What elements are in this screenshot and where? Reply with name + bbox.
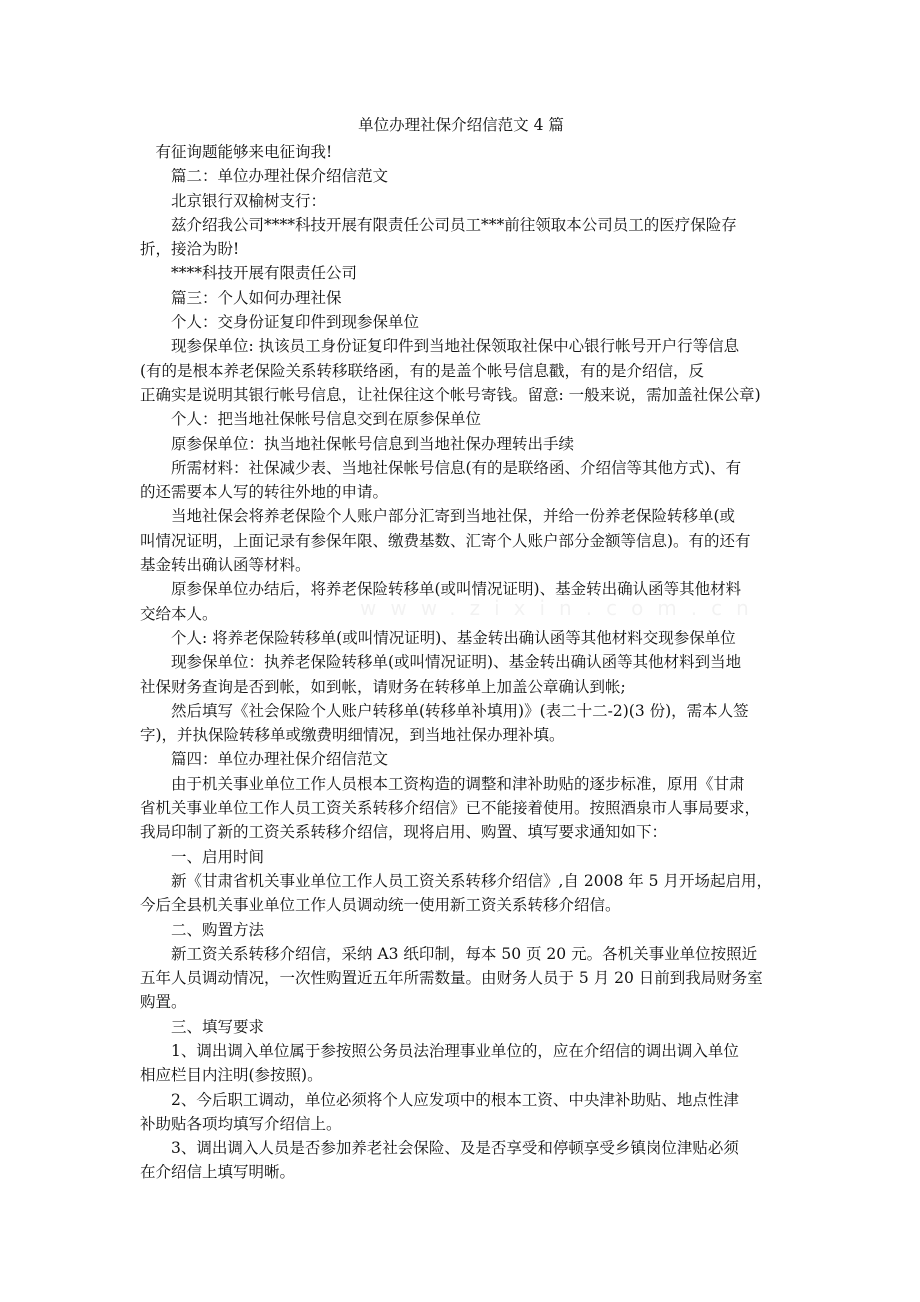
text-line: 篇四：单位办理社保介绍信范文 <box>171 750 389 769</box>
text-line: 交给本人。 <box>140 604 218 623</box>
text-line: 在介绍信上填写明晰。 <box>140 1163 296 1182</box>
text-line: 叫情况证明，上面记录有参保年限、缴费基数、汇寄个人账户部分金额等信息)。有的还有 <box>140 531 751 550</box>
text-line: 北京银行双榆树支行： <box>171 191 327 210</box>
text-line: 2、今后职工调动，单位必须将个人应发项中的根本工资、中央津补助贴、地点性津 <box>171 1090 739 1109</box>
text-line: 购置。 <box>140 993 187 1012</box>
text-line: 我局印制了新的工资关系转移介绍信，现将启用、购置、填写要求通知如下： <box>140 823 668 842</box>
text-line: (有的是根本养老保险关系转移联络函，有的是盖个帐号信息戳，有的是介绍信，反 <box>140 361 705 380</box>
watermark: www.zixin.com.cn <box>360 596 763 620</box>
text-line: ****科技开展有限责任公司 <box>171 264 358 283</box>
text-line: 相应栏目内注明(参按照)。 <box>140 1066 323 1085</box>
text-line: 所需材料：社保减少表、当地社保帐号信息(有的是联络函、介绍信等其他方式)、有 <box>171 458 742 477</box>
text-line: 三、填写要求 <box>171 1017 265 1036</box>
text-line: 篇三：个人如何办理社保 <box>171 288 342 307</box>
text-line: 1、调出调入单位属于参按照公务员法治理事业单位的，应在介绍信的调出调入单位 <box>171 1041 739 1060</box>
document-page <box>140 112 782 1185</box>
text-line: 由于机关事业单位工作人员根本工资构造的调整和津补助贴的逐步标准，原用《甘肃 <box>171 774 745 793</box>
text-line: 一、启用时间 <box>171 847 265 866</box>
text-line: 新《甘肃省机关事业单位工作人员工资关系转移介绍信》,自 2008 年 5 月开场起启用， <box>171 871 772 890</box>
text-line: 个人：交身份证复印件到现参保单位 <box>171 313 420 332</box>
text-line: 省机关事业单位工作人员工资关系转移介绍信》已不能接着使用。按照酒泉市人事局要求， <box>140 799 761 818</box>
text-line: 新工资关系转移介绍信，采纳 A3 纸印制，每本 50 页 20 元。各机关事业单位按照近 <box>171 944 758 963</box>
text-line: 3、调出调入人员是否参加养老社会保险、及是否享受和停顿享受乡镇岗位津贴必须 <box>171 1139 739 1158</box>
text-line: 有征询题能够来电征询我! <box>155 143 333 161</box>
text-line: 个人: 将养老保险转移单(或叫情况证明)、基金转出确认函等其他材料交现参保单位 <box>171 628 736 647</box>
text-line: 二、购置方法 <box>171 920 265 939</box>
text-line: 原参保单位办结后，将养老保险转移单(或叫情况证明)、基金转出确认函等其他材料 <box>171 580 742 599</box>
text-line: 字)，并执保险转移单或缴费明细情况，到当地社保办理补填。 <box>140 726 565 745</box>
text-line: 社保财务查询是否到帐，如到帐，请财务在转移单上加盖公章确认到帐; <box>140 677 626 696</box>
text-line: 五年人员调动情况，一次性购置近五年所需数量。由财务人员于 5 月 20 日前到我局财务室 <box>140 969 763 988</box>
text-line: 个人：把当地社保帐号信息交到在原参保单位 <box>171 410 482 429</box>
text-line: 补助贴各项均填写介绍信上。 <box>140 1114 342 1133</box>
text-line: 当地社保会将养老保险个人账户部分汇寄到当地社保，并给一份养老保险转移单(或 <box>171 507 736 526</box>
text-line: 基金转出确认函等材料。 <box>140 556 311 575</box>
text-line: 折，接洽为盼! <box>140 240 240 259</box>
text-line: 今后全县机关事业单位工作人员调动统一使用新工资关系转移介绍信。 <box>140 896 621 915</box>
text-line: 现参保单位: 执该员工身份证复印件到当地社保领取社保中心银行帐号开户行等信息 <box>171 337 740 356</box>
document-title: 单位办理社保介绍信范文 4 篇 <box>358 116 564 134</box>
document-body <box>140 140 782 1185</box>
text-line: 现参保单位：执养老保险转移单(或叫情况证明)、基金转出确认函等其他材料到当地 <box>171 653 742 672</box>
text-line: 然后填写《社会保险个人账户转移单(转移单补填用)》(表二十二-2)(3 份)，需本人签 <box>171 701 749 720</box>
text-line: 篇二：单位办理社保介绍信范文 <box>171 167 389 186</box>
text-line: 原参保单位：执当地社保帐号信息到当地社保办理转出手续 <box>171 434 575 453</box>
text-line: 的还需要本人写的转往外地的申请。 <box>140 483 389 502</box>
text-line: 正确实是说明其银行帐号信息，让社保往这个帐号寄钱。留意: 一般来说，需加盖社保公章) <box>140 385 761 404</box>
text-line: 兹介绍我公司****科技开展有限责任公司员工***前往领取本公司员工的医疗保险存 <box>171 215 737 234</box>
